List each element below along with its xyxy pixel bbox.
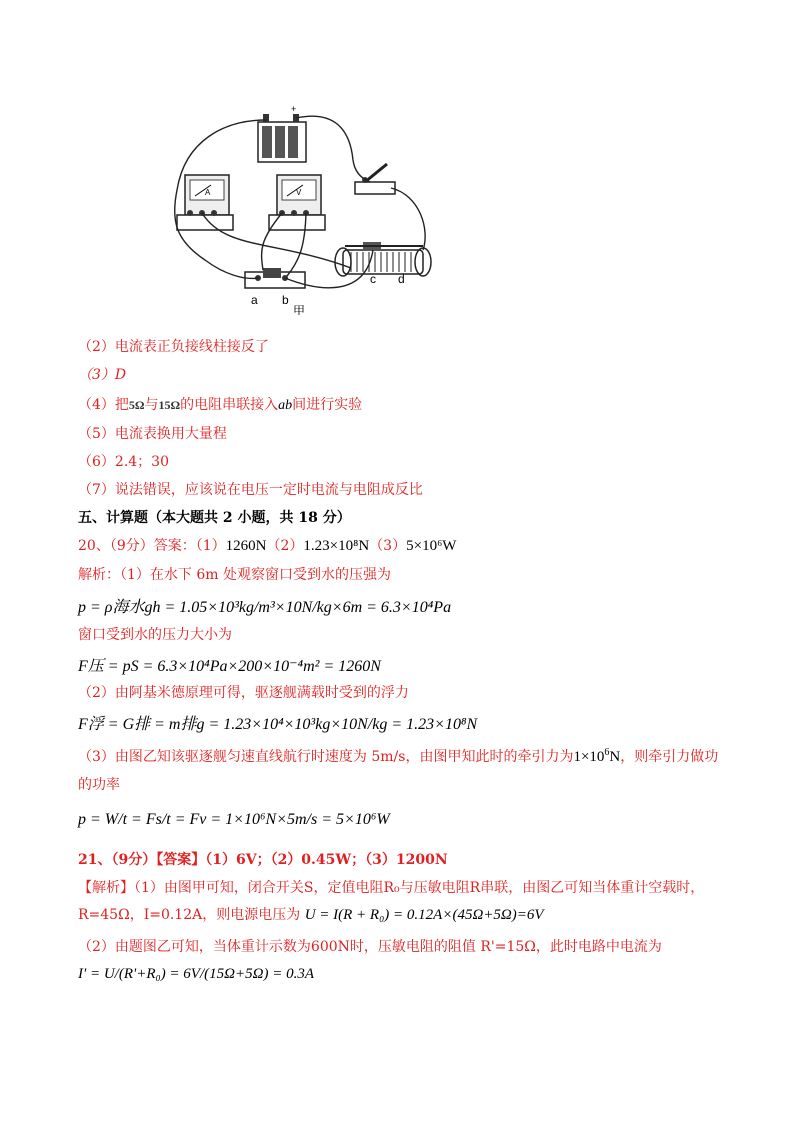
ammeter-icon [177, 175, 233, 230]
section-heading: 五、计算题（本大题共 2 小题，共 18 分） [78, 510, 351, 526]
answer-4-r1: 5Ω [128, 398, 145, 412]
figure-label-c: c [370, 272, 376, 286]
figure-label-d: d [398, 272, 405, 286]
q20-step4b: ，则牵引力做功 [620, 749, 719, 765]
q20-ans2: 1.23×10⁸N [303, 538, 370, 554]
figure-caption: 甲 [293, 304, 306, 315]
q20-mid2: （2） [266, 538, 304, 554]
answer-4-post2: 间进行实验 [292, 397, 363, 413]
voltmeter-icon [269, 175, 325, 230]
q20-step2: 窗口受到水的压力大小为 [78, 627, 232, 643]
q21-line2eq: U = I(R + R₀) = 0.12A×(45Ω+5Ω)=6V [304, 907, 544, 923]
q20-eq1: p = ρ海水gh = 1.05×10³kg/m³×10N/kg×6m = 6.3×10⁴Pa [78, 599, 452, 616]
answer-5: （5）电流表换用大量程 [78, 426, 227, 442]
q20-step3: （2）由阿基米德原理可得，驱逐舰满载时受到的浮力 [78, 685, 409, 701]
q20-step1: 解析：（1）在水下 6m 处观察窗口受到水的压强为 [78, 567, 391, 583]
answer-7: （7）说法错误，应该说在电压一定时电流与电阻成反比 [78, 482, 423, 498]
svg-text:+: + [291, 104, 297, 114]
ammeter-letter: A [205, 188, 211, 197]
q20-ans3: 5×10⁶W [406, 538, 457, 554]
q20-eq4: p = W/t = Fs/t = Fv = 1×10⁶N×5m/s = 5×10⁶W [78, 811, 390, 828]
answer-4-post1: 的电阻串联接入 [180, 397, 279, 413]
q20-eq2: F压 = pS = 6.3×10⁴Pa×200×10⁻⁴m² = 1260N [78, 658, 381, 675]
q21-line2 [78, 906, 544, 924]
q21-header: 21、（9分）【答案】（1）6V；（2）0.45W；（3）1200N [78, 852, 448, 868]
battery-icon [258, 104, 306, 162]
voltmeter-letter: V [296, 188, 302, 197]
answer-4-ab: ab [278, 398, 293, 413]
q20-ans1: 1260N [225, 538, 267, 554]
q21-line3: （2）由题图乙可知，当体重计示数为600N时，压敏电阻的阻值 R'=15Ω，此时电路中电流为 [78, 939, 662, 955]
answer-4-pre: （4）把 [78, 397, 129, 413]
answer-3: （3）D [78, 367, 127, 383]
q20-eq3: F浮 = G排 = m排g = 1.23×10⁴×10³kg×10N/kg = 1.23×10⁸N [78, 716, 478, 733]
answer-6: （6）2.4；30 [78, 454, 169, 470]
q20-step4: （3）由图乙知该驱逐舰匀速直线航行时速度为 5m/s，由图甲知此时的牵引力为$1\times 10^6N$，则牵引力做功 [78, 747, 719, 765]
q20-mid3: （3） [369, 538, 407, 554]
q21-line1: 【解析】（1）由图甲可知，闭合开关S，定值电阻R₀与压敏电阻R串联，由图乙可知当体重计空载时， [78, 880, 705, 896]
q21-line2a: R=45Ω，I=0.12A，则电源电压为 [78, 907, 301, 923]
q20-header [78, 537, 456, 555]
circuit-diagram [165, 100, 450, 315]
answer-4-mid: 与 [144, 397, 159, 413]
answer-4 [78, 396, 362, 415]
answer-4-r2: 15Ω [158, 398, 181, 412]
q20-step4c: 的功率 [78, 777, 120, 793]
figure-label-b: b [282, 293, 289, 307]
rheostat-icon [335, 242, 431, 276]
switch-icon [355, 164, 395, 194]
q20-step4a: （3）由图乙知该驱逐舰匀速直线航行时速度为 5m/s，由图甲知此时的牵引力为 [78, 749, 574, 765]
figure-label-a: a [251, 293, 258, 307]
q20-head-pre: 20、（9分）答案：（1） [78, 538, 226, 554]
q21-eq5: I' = U/(R'+R₀) = 6V/(15Ω+5Ω) = 0.3A [78, 966, 314, 982]
answer-2: （2）电流表正负接线柱接反了 [78, 339, 269, 355]
